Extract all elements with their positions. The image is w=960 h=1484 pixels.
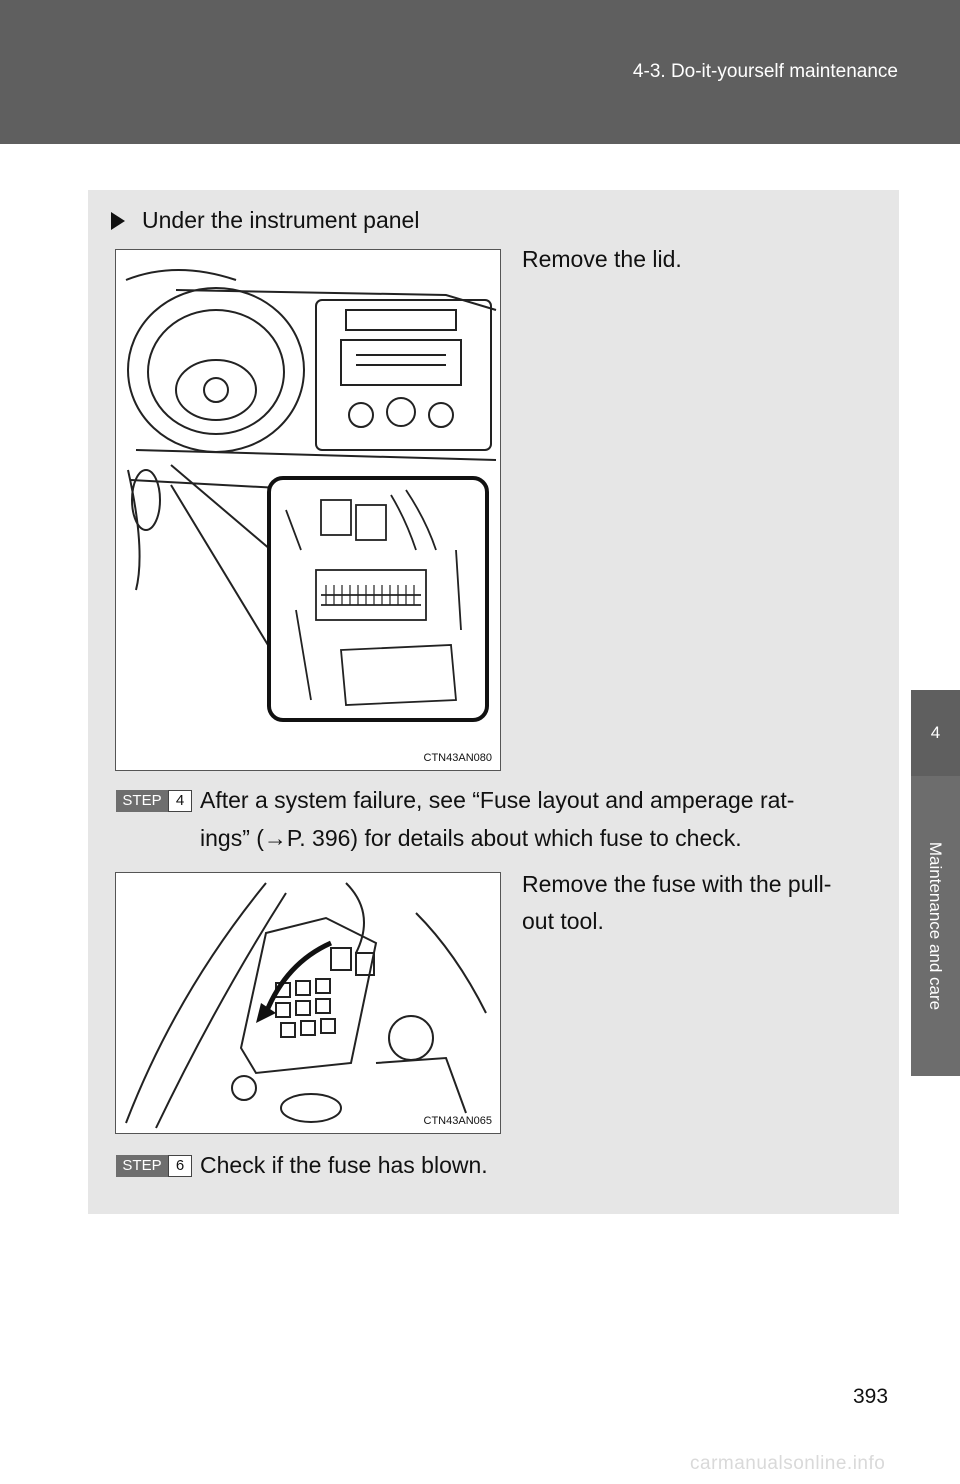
figure-code: CTN43AN065: [423, 1115, 492, 1127]
fuse-box-illustration: [116, 873, 500, 1133]
step-number: 4: [168, 790, 192, 812]
bullet-arrow-icon: [111, 212, 125, 230]
step-label: STEP: [116, 790, 168, 812]
chapter-tab: [911, 776, 960, 1076]
chapter-label: Maintenance and care: [926, 841, 945, 1011]
page-number: 393: [853, 1385, 889, 1408]
step6-text: Check if the fuse has blown.: [200, 1152, 488, 1178]
chapter-number-tab: 4: [911, 690, 960, 776]
instruction-remove-lid: Remove the lid.: [522, 246, 682, 272]
step-label: STEP: [116, 1155, 168, 1177]
page-header: [0, 0, 960, 144]
figure-fuse-box: [115, 872, 501, 1134]
step5-line1: Remove the fuse with the pull-: [522, 871, 832, 897]
figure-instrument-panel: [115, 249, 501, 771]
step-badge: [116, 1155, 192, 1177]
watermark: carmanualsonline.info: [690, 1453, 886, 1474]
panel-heading: Under the instrument panel: [142, 207, 420, 233]
step-number: 6: [168, 1155, 192, 1177]
step-badge: [116, 790, 192, 812]
step5-line2: out tool.: [522, 908, 604, 934]
step4-line2: ings” (→P. 396) for details about which fuse to check.: [200, 825, 742, 851]
step4-line1: After a system failure, see “Fuse layout and amperage rat-: [200, 787, 795, 813]
dashboard-illustration: [116, 250, 500, 770]
figure-code: CTN43AN080: [423, 752, 492, 764]
section-title: 4-3. Do-it-yourself maintenance: [632, 61, 898, 82]
